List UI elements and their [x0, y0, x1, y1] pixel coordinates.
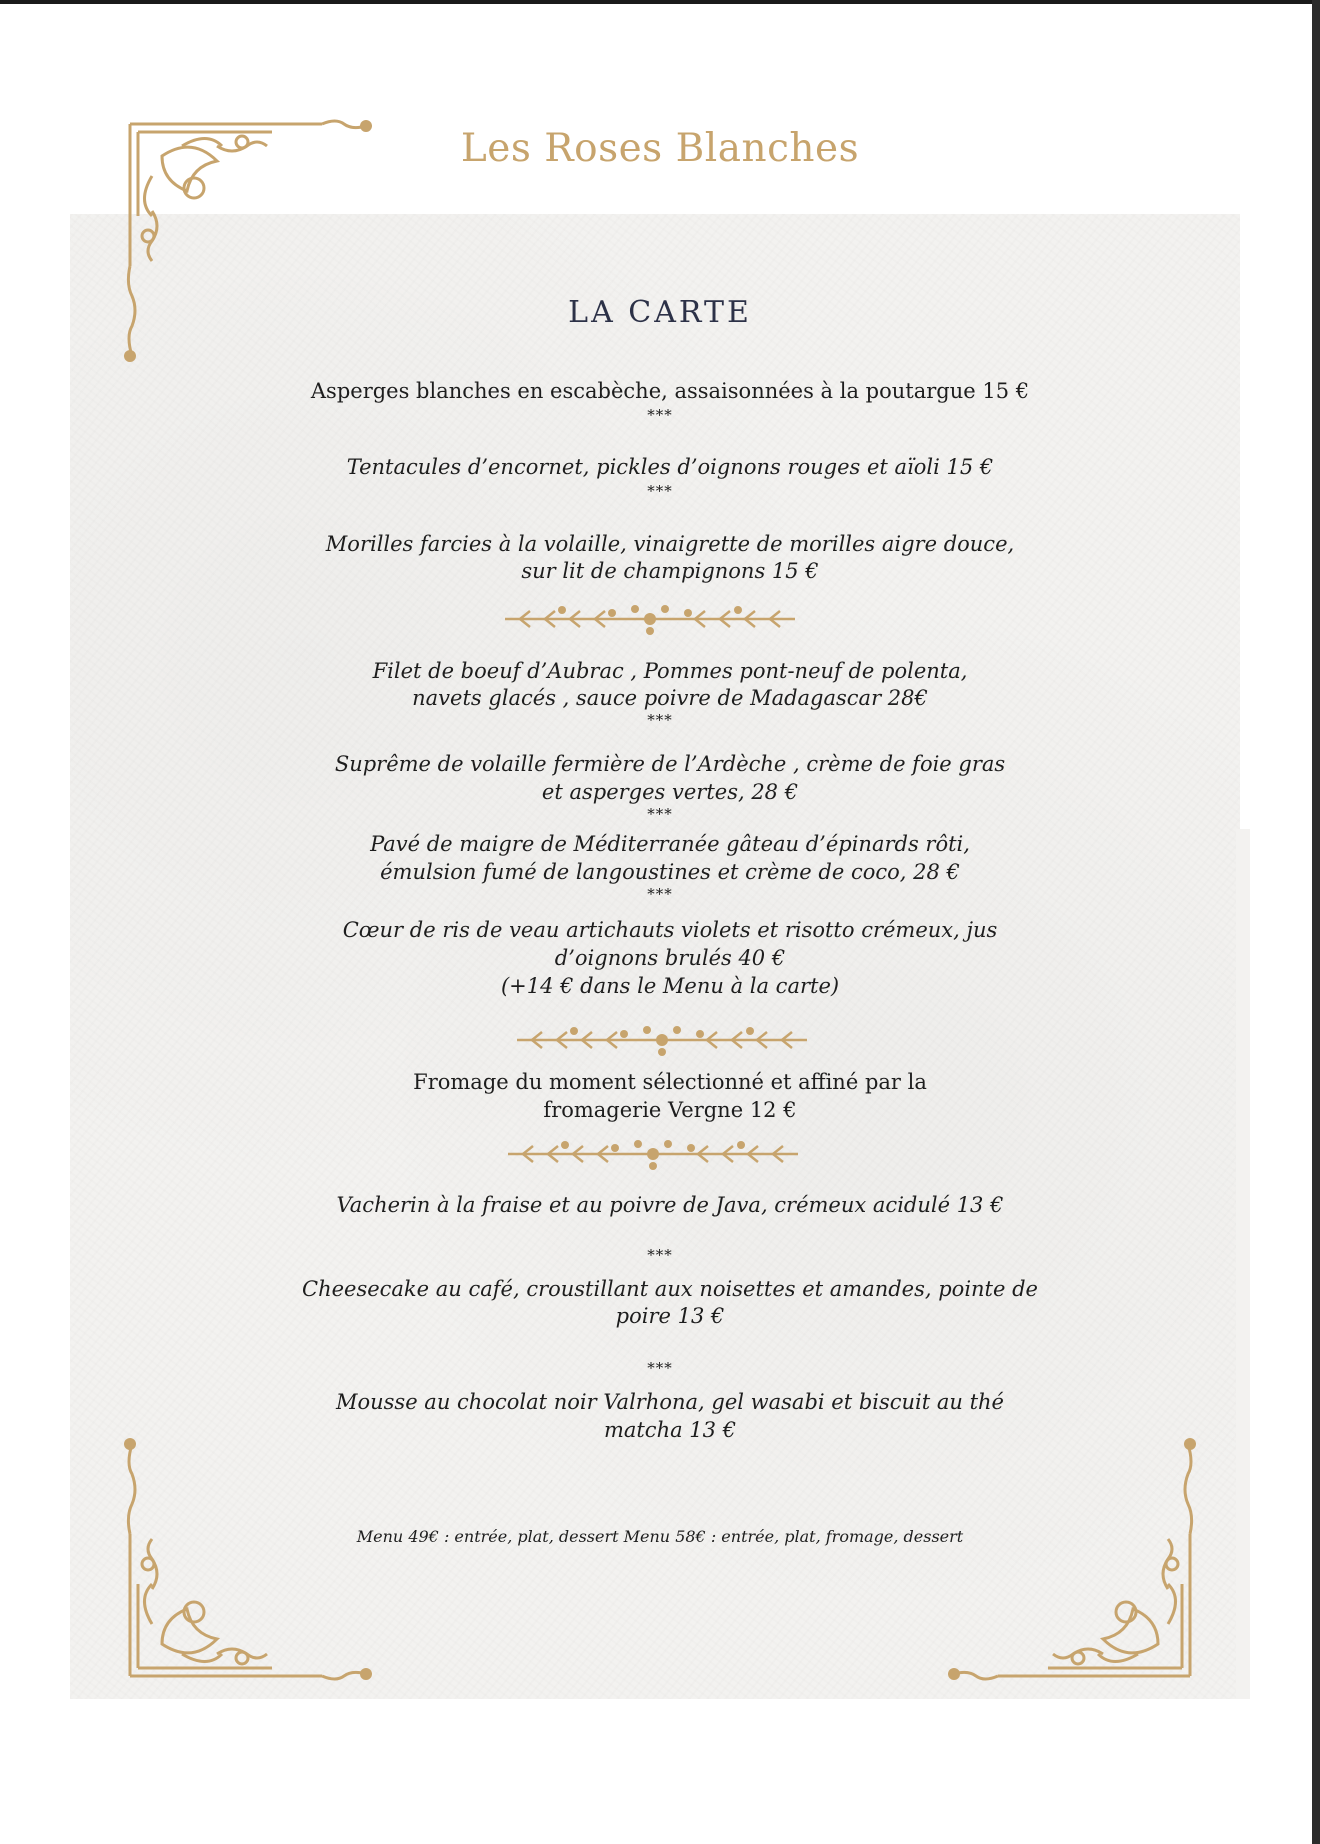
separator: *** [647, 1359, 673, 1377]
plat-1-line-2: navets glacés , sauce poivre de Madagascar 28€ [412, 686, 928, 710]
plat-1-line-1: Filet de boeuf d’Aubrac , Pommes pont-neuf de polenta, [372, 659, 968, 683]
floral-divider [503, 1134, 803, 1174]
restaurant-name: Les Roses Blanches [460, 126, 860, 171]
fromage-line-1: Fromage du moment sélectionné et affiné par la [413, 1070, 927, 1094]
separator: *** [647, 805, 673, 823]
dessert-3-line-1: Mousse au chocolat noir Valrhona, gel wasabi et biscuit au thé [335, 1390, 1004, 1414]
plat-2-line-1: Suprême de volaille fermière de l’Ardèche , crème de foie gras [334, 752, 1006, 776]
plat-4-line-2: d’oignons brulés 40 € [554, 946, 786, 970]
fromage-line-2: fromagerie Vergne 12 € [543, 1098, 797, 1122]
separator: *** [647, 711, 673, 729]
entree-1: Asperges blanches en escabèche, assaisonnées à la poutargue 15 € [310, 379, 1030, 403]
dessert-2-line-1: Cheesecake au café, croustillant aux noisettes et amandes, pointe de [302, 1277, 1038, 1301]
plat-2-line-2: et asperges vertes, 28 € [541, 780, 799, 804]
separator: *** [647, 482, 673, 500]
entree-3-line-1: Morilles farcies à la volaille, vinaigrette de morilles aigre douce, [325, 532, 1015, 556]
menu-title: LA CARTE [568, 295, 752, 330]
plat-4-line-1: Cœur de ris de veau artichauts violets et risotto crémeux, jus [342, 918, 998, 942]
floral-divider [500, 599, 800, 639]
dessert-2-line-2: poire 13 € [615, 1304, 725, 1328]
menu-prices-footer: Menu 49€ : entrée, plat, dessert Menu 58€ : entrée, plat, fromage, dessert [356, 1527, 964, 1546]
separator: *** [647, 885, 673, 903]
dessert-1: Vacherin à la fraise et au poivre de Java, crémeux acidulé 13 € [336, 1193, 1004, 1217]
floral-divider [512, 1020, 812, 1060]
separator: *** [647, 1246, 673, 1264]
plat-4-line-3: (+14 € dans le Menu à la carte) [500, 974, 840, 998]
entree-2: Tentacules d’encornet, pickles d’oignons rouges et aïoli 15 € [346, 455, 994, 479]
plat-3-line-1: Pavé de maigre de Méditerranée gâteau d’épinards rôti, [370, 832, 970, 856]
entree-3-line-2: sur lit de champignons 15 € [521, 559, 819, 583]
dessert-3-line-2: matcha 13 € [603, 1418, 737, 1442]
plat-3-line-2: émulsion fumé de langoustines et crème de coco, 28 € [380, 860, 960, 884]
separator: *** [647, 406, 673, 424]
